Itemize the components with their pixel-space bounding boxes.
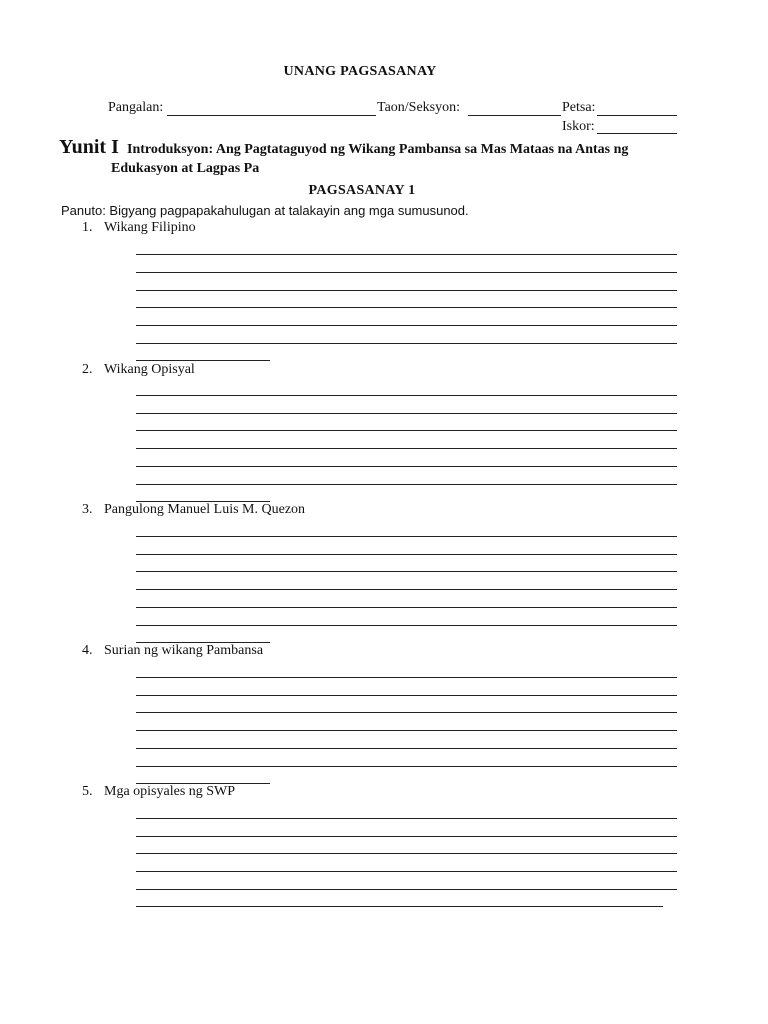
- iskor-label: Iskor:: [562, 119, 595, 134]
- item-1-answer-line[interactable]: [136, 254, 677, 255]
- pangalan-field[interactable]: [167, 115, 376, 116]
- iskor-field[interactable]: [597, 133, 677, 134]
- item-2-number: 2.: [82, 362, 93, 377]
- item-2-answer-line[interactable]: [136, 430, 677, 431]
- item-3-text: Pangulong Manuel Luis M. Quezon: [104, 502, 306, 517]
- item-4-number: 4.: [82, 643, 93, 658]
- item-5-answer-line[interactable]: [136, 836, 677, 837]
- item-4-text: Surian ng wikang Pambansa: [104, 643, 264, 658]
- taon-seksyon-field[interactable]: [468, 115, 561, 116]
- item-3-answer-line[interactable]: [136, 554, 677, 555]
- item-4-answer-line[interactable]: [136, 730, 677, 731]
- item-4-answer-line[interactable]: [136, 766, 677, 767]
- unit-label: Yunit I: [59, 136, 119, 158]
- taon-seksyon-label: Taon/Seksyon:: [377, 100, 461, 115]
- item-5-text: Mga opisyales ng SWP: [104, 784, 236, 799]
- exercise-title: PAGSASANAY 1: [308, 183, 416, 198]
- item-4-answer-line[interactable]: [136, 677, 677, 678]
- item-1-answer-line[interactable]: [136, 325, 677, 326]
- item-3-number: 3.: [82, 502, 93, 517]
- item-2-answer-line[interactable]: [136, 448, 677, 449]
- item-2-answer-line[interactable]: [136, 413, 677, 414]
- item-5-answer-line[interactable]: [136, 818, 677, 819]
- item-3-answer-line[interactable]: [136, 625, 677, 626]
- item-1-text: Wikang Filipino: [104, 220, 196, 235]
- page-title: UNANG PAGSASANAY: [283, 64, 437, 79]
- item-3-answer-line[interactable]: [136, 536, 677, 537]
- unit-title-line-1: Introduksyon: Ang Pagtataguyod ng Wikang Pambansa sa Mas Mataas na Antas ng: [127, 142, 629, 157]
- item-1-number: 1.: [82, 220, 93, 235]
- item-5-answer-line[interactable]: [136, 906, 663, 907]
- item-2-text: Wikang Opisyal: [104, 362, 195, 377]
- petsa-label: Petsa:: [562, 100, 596, 115]
- pangalan-label: Pangalan:: [108, 100, 164, 115]
- item-4-answer-line[interactable]: [136, 748, 677, 749]
- petsa-field[interactable]: [597, 115, 677, 116]
- item-1-answer-line[interactable]: [136, 272, 677, 273]
- item-1-answer-line[interactable]: [136, 343, 677, 344]
- item-4-answer-line[interactable]: [136, 695, 677, 696]
- item-2-answer-line[interactable]: [136, 395, 677, 396]
- item-5-answer-line[interactable]: [136, 853, 677, 854]
- item-3-answer-line[interactable]: [136, 607, 677, 608]
- item-3-answer-line[interactable]: [136, 589, 677, 590]
- item-5-answer-line[interactable]: [136, 889, 677, 890]
- item-5-answer-line[interactable]: [136, 871, 677, 872]
- item-1-answer-line[interactable]: [136, 290, 677, 291]
- instructions: Panuto: Bigyang pagpapakahulugan at talakayin ang mga sumusunod.: [61, 203, 469, 218]
- item-4-answer-line[interactable]: [136, 712, 677, 713]
- item-3-answer-line[interactable]: [136, 571, 677, 572]
- item-2-answer-line[interactable]: [136, 484, 677, 485]
- item-2-answer-line[interactable]: [136, 466, 677, 467]
- item-1-answer-line-end[interactable]: [136, 360, 270, 361]
- item-5-number: 5.: [82, 784, 93, 799]
- unit-title-line-2: Edukasyon at Lagpas Pa: [111, 161, 260, 176]
- item-1-answer-line[interactable]: [136, 307, 677, 308]
